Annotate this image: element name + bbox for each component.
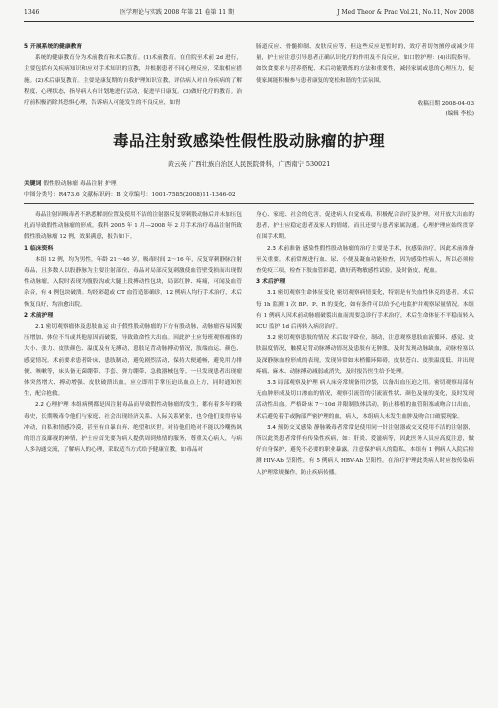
article-title: 毒品注射致感染性假性股动脉瘤的护理 xyxy=(112,132,385,150)
page-number: 1346 xyxy=(24,9,40,16)
subsection-heading: 2.3 术前准备 xyxy=(267,245,301,252)
subsection-heading: 3.2 密切观察患肢的情况 xyxy=(267,335,330,342)
paragraph: 感染性假性股动脉瘤的治疗主要是手术，抗感染治疗，因此术前准备至关重要。术前常规进行血、尿、小便及凝血功能检查，因为感染性病人，所以必须检查免疫三项，检查下肢血管彩超，做好药物敏感性试验，及时备皮，配血。 xyxy=(256,245,474,275)
keywords: 假性股动脉瘤 毒品注射 护理 xyxy=(43,181,117,187)
intro-paragraph: 毒品注射因吸毒者不熟悉解剖位置及使用不洁的注射器反复穿刺股动脉后并未加压包扎而导致假性动脉瘤的形成。我科 2005 年 1 月—2008 年 2 月手术治疗毒品注射所致假性股动脉瘤 12 例，效果满意，报告如下。 xyxy=(24,212,242,241)
subsection-heading: 3.1 密切观察生命体征变化 xyxy=(267,290,335,297)
subsection-heading: 3.3 局部观察及护理 xyxy=(267,380,318,387)
paragraph: 病人床旁常规备用沙袋，以备出血压迫之用。密切观察局部有无血肿形成及切口渗血的情况，观察引流管的引流液性状、颜色及量的变化，及时发现活动性出血。严格卧床 7～10d 并限制肢体活动，防止移植的血管阻塞或吻合口出血，术后避免着手或胸部严密护理的血，病人，本组病人未发生血肿及吻合口破裂现象。 xyxy=(256,380,474,420)
paragraph: 术后取平卧位，制动，注意观察患肢血液循环、感觉、皮肤温度情况，触摸足背动脉搏动情况及患肢有无肿胀，及时发现动脉缺血，动脉栓塞以及深静脉血栓形成的表现，发现异常如末梢循环障碍，皮肤苍白、皮肤温度低、并出现疼痛、麻木、动脉搏动减弱或消失，及时报告医生给予处理。 xyxy=(256,335,474,375)
section-heading: 2 术前护理 xyxy=(24,312,54,319)
paragraph: 身心、家庭、社会的危害，促进病人自觉戒毒，积极配合治疗及护理。对开放大出血的患者，护士应稳定患者及家人的情绪，而且还要与患者家属沟通。心理护理应始终贯穿在围手术期。 xyxy=(256,212,474,241)
section-heading: 1 临床资料 xyxy=(24,245,54,252)
subsection-heading: 2.2 心理护理 xyxy=(35,402,69,409)
editor-note: (编辑 李松) xyxy=(445,111,474,117)
divider xyxy=(24,203,474,204)
section-heading: 3 术后护理 xyxy=(256,279,286,286)
section-heading: 5 开展系统的健康教育 xyxy=(24,44,83,50)
keywords-label: 关键词 xyxy=(24,181,42,187)
paragraph: 密切观察病情变化，特别是有失血性休克的患者。术后每 1h 监测 1 次 BP、P、R 的变化，如有条件可以给予心电监护并观察尿量情况。本组有 1 例病人因术前动脉瘤破裂出血而需要急诊行手术治疗，术后生命体征不平稳而转入 ICU 监护 1d 后再转入病房治疗。 xyxy=(256,290,474,331)
article-left-column xyxy=(24,210,242,702)
paragraph: 本组 12 例，均为男性，年龄 21～46 岁，吸毒时间 2～16 年，反复穿刺静脉注射毒品，且多数人以股静脉为主要注射部位，毒品对局部反复刺激使血管壁受损而出现假性动脉瘤。入院时表现为腹股沟或大腿上段搏动性包块，局部红肿、疼痛，可闻及血管杂音，有 4 例包块破溃。均经彩超或 CT 血管造影确诊，12 例病人均行手术治疗，术后恢复良好，均治愈出院。 xyxy=(24,256,242,308)
keywords-line xyxy=(24,179,474,190)
running-header xyxy=(24,9,474,22)
paragraph: 静脉吸毒者常常是使用同一针注射器或交叉使用不洁的注射器，所以此类患者常伴有传染性疾病，如：肝炎、爱滋病等，因此医务人员应高度注意，做好自身保护，避免不必要的职业暴露。注意保护病人的隐私，本组有 1 例病人入院后检测 HIV-Ab 呈阳性，有 5 例病人 HBV-Ab 呈阳性。在治疗护理此类病人时应按传染病人护理常规操作，防止疾病传播。 xyxy=(256,424,474,476)
article-authors: 黄云英 广西壮族自治区人民医院骨科，广西南宁 530021 xyxy=(167,160,331,168)
paragraph: 系统的健康教育分为术前教育和术后教育。(1)术前教育。在住院至术前 2d 进行，主要包括有关疾病知识和应对手术知识的宣教，并根据患者不同心理反应，采取相应措施。(2)术后康复教育。主要是康复期的自我护理知识宣教，评估病人对自身疾病的了解程度、心理状态，指导病人有计划地进行活动，促进早日康复。(3)做好化疗的教育。治疗前积极消除其恐惧心理，告诉病人可能发生的不良反应，如胃 xyxy=(24,55,242,107)
paragraph: 由于假性股动脉瘤的下方有股动脉，动脉瘤容易因腹压增加、体位不当或其他原因而破裂，导致致命性大出血。因此护士应每班观察瘤体的大小、张力、皮肤颜色、温度及有无搏动，患肢足背动脉搏动情况，肢端血运、颜色、感觉情况。术前要求患者卧床，患肢制动，避免剧烈活动，保持大便通畅，避免用力排便、咳嗽等，床头备无菌绷带、手套、弹力绷带、急救器械包等。一旦发现患者出现瘤体突然增大、搏动增强、皮肤破溃出血，应立即用手掌压迫出血点上方，同时通知医生，配合抢救。 xyxy=(24,324,242,398)
journal-citation-cn: 医学理论与实践 2008 年第 21 卷第 11 期 xyxy=(120,9,234,16)
paragraph: 本组病例都是因注射毒品而导致假性动脉瘤的发生，都有着多年的吸毒史，长期吸毒令他们与家庭、社会出现经济关系、人际关系紧张，也令他们变得容易冲动，自私和情感冷漠，甚至有自暴自弃、绝望和厌世。对待他们绝对不能以冷嘲热讽的语言及鄙视的神情，护士应首先要为病人提供周到热情的服务，尊重关心病人，与病人多沟通交流，了解病人的心理，采取适当方式给予健康宣教，如毒品对 xyxy=(24,402,242,454)
journal-citation-en: J Med Theor & Prac Vol.21, No.11, Nov 2008 xyxy=(337,9,474,16)
classification-line: 中图分类号：R473.6 文献标识码：B 文章编号：1001-7585(2008)11-1346-02 xyxy=(24,192,236,198)
subsection-heading: 2.1 密切观察瘤体及患肢血运 xyxy=(35,324,109,331)
prev-article-left-column xyxy=(24,42,242,114)
subsection-heading: 3.4 预防交叉感染 xyxy=(267,424,313,431)
paragraph: 肠道反应、骨髓抑制、皮肤反应等，但这些反应是暂时的，效疗者切勿擅停或减少用量，护士应注意引导患者正确认识化疗的作用及不良反应，如口腔护理：(4)出院指导。如饮食要求与营养搭配、术后功能锻炼的方法和重要性，减轻家属或患的心理压力，促使家属能积极参与患者康复的宽松和谐的生活氛围。 xyxy=(256,44,474,84)
received-date: 收稿日期 2008-04-03 xyxy=(417,101,474,107)
article-right-column xyxy=(256,210,474,702)
